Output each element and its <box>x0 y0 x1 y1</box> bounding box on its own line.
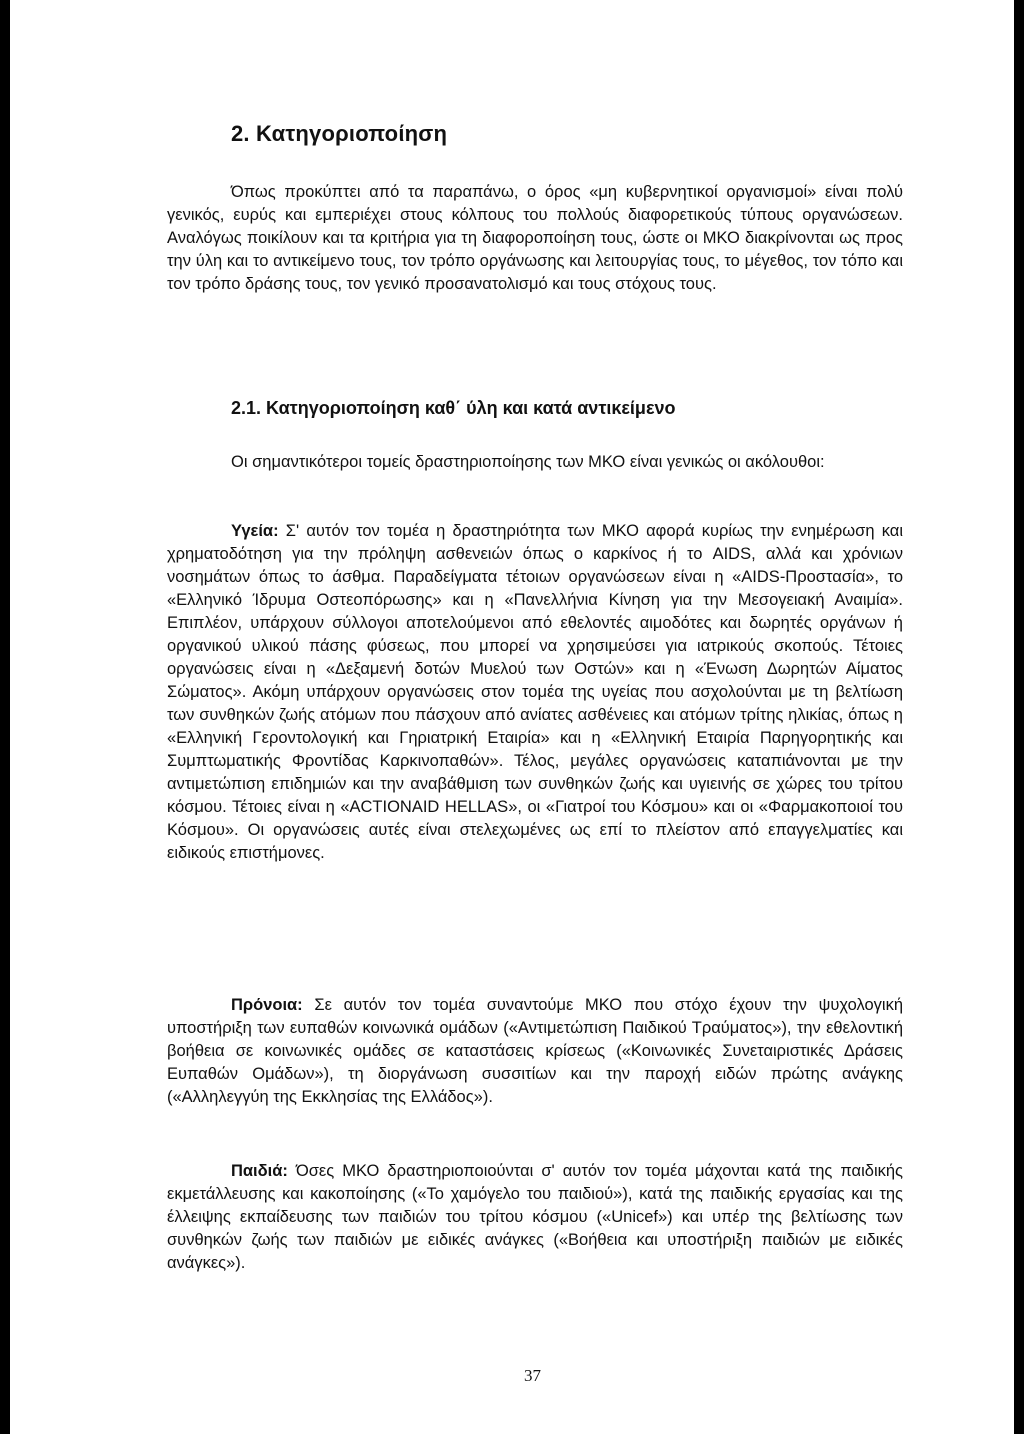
sector-paragraph-children <box>167 1160 903 1275</box>
page-number: 37 <box>524 1366 541 1385</box>
sector-label: Πρόνοια: <box>231 996 303 1014</box>
intro-paragraph: Όπως προκύπτει από τα παραπάνω, ο όρος «μη κυβερνητικοί οργανισμοί» είναι πολύ γενικός, ευρύς και εμπεριέχει στους κόλπους του πολλούς διαφορετικούς τύπους οργανώσεων. Αναλόγως ποικίλουν και τα κριτήρια για τη διαφοροποίηση τους, ώστε οι ΜΚΟ διακρίνονται ως προς την ύλη και το αντικείμενο τους, τον τρόπο οργάνωσης και λειτουργίας τους, το μέγεθος, τον τόπο και τον τρόπο δράσης τους, τον γενικό προσανατολισμό και τους στόχους τους. <box>167 183 903 293</box>
sector-paragraph-health <box>167 520 903 865</box>
sector-text: Σε αυτόν τον τομέα συναντούμε ΜΚΟ που στόχο έχουν την ψυχολογική υποστήριξη των ευπαθών κοινωνικά ομάδων («Αντιμετώπιση Παιδικού Τραύματος»), την εθελοντική βοήθεια σε κοινωνικές ομάδες σε καταστάσεις κρίσεως («Κοινωνικές Συνεταιριστικές Δράσεις Ευπαθών Ομάδων»), τη διοργάνωση συσσιτίων και την παροχή ειδών πρώτης ανάγκης («Αλληλεγγύη της Εκκλησίας της Ελλάδος»). <box>167 996 903 1106</box>
section-title: 2. Κατηγοριοποίηση <box>231 121 448 146</box>
subsection-intro: Οι σημαντικότεροι τομείς δραστηριοποίησης των ΜΚΟ είναι γενικώς οι ακόλουθοι: <box>231 453 825 471</box>
subsection-title: 2.1. Κατηγοριοποίηση καθ΄ ύλη και κατά αντικείμενο <box>231 398 676 418</box>
document-page <box>10 0 1014 1434</box>
sector-label: Υγεία: <box>231 522 279 540</box>
sector-label: Παιδιά: <box>231 1162 288 1180</box>
sector-text: Όσες ΜΚΟ δραστηριοποιούνται σ' αυτόν τον τομέα μάχονται κατά της παιδικής εκμετάλλευσης και κακοποίησης («Το χαμόγελο του παιδιού»), κατά της παιδικής εργασίας και της έλλειψης εκπαίδευσης των παιδιών του τρίτου κόσμου («Unicef») και υπέρ της βελτίωσης των συνθηκών ζωής των παιδιών με ειδικές ανάγκες («Βοήθεια και υποστήριξη παιδιών με ειδικές ανάγκες»). <box>167 1162 903 1272</box>
sector-text: Σ' αυτόν τον τομέα η δραστηριότητα των ΜΚΟ αφορά κυρίως την ενημέρωση και χρηματοδότηση για την πρόληψη ασθενειών όπως ο καρκίνος ή το AIDS, αλλά και χρόνιων νοσημάτων όπως το άσθμα. Παραδείγματα τέτοιων οργανώσεων είναι η «AIDS-Προστασία», το «Ελληνικό Ίδρυμα Οστεοπόρωσης» και η «Πανελλήνια Κίνηση για την Μεσογειακή Αναιμία». Επιπλέον, υπάρχουν σύλλογοι αποτελούμενοι από εθελοντές αιμοδότες και δωρητές οργάνων ή οργανικού υλικού πάσης φύσεως, που μπορεί να χρησιμεύσει για ιατρικούς σκοπούς. Τέτοιες οργανώσεις είναι η «Δεξαμενή δοτών Μυελού των Οστών» και η «Ένωση Δωρητών Αίματος Σώματος». Ακόμη υπάρχουν οργανώσεις στον τομέα της υγείας που ασχολούνται με τη βελτίωση των συνθηκών ζωής ατόμων που πάσχουν από ανίατες ασθένειες και ατόμων τρίτης ηλικίας, όπως η «Ελληνική Γεροντολογική και Γηριατρική Εταιρία» και η «Ελληνική Εταιρία Παρηγορητικής και Συμπτωματικής Φροντίδας Καρκινοπαθών». Τέλος, μεγάλες οργανώσεις καταπιάνονται με την αντιμετώπιση επιδημιών και την αναβάθμιση των συνθηκών ζωής και υγιεινής σε χώρες του τρίτου κόσμου. Τέτοιες είναι η «ACTIONAID HELLAS», οι «Γιατροί του Κόσμου» και οι «Φαρμακοποιοί του Κόσμου». Οι οργανώσεις αυτές είναι στελεχωμένες ως επί το πλείστον από επαγγελματίες και ειδικούς επιστήμονες. <box>167 522 903 862</box>
sector-paragraph-welfare <box>167 994 903 1109</box>
